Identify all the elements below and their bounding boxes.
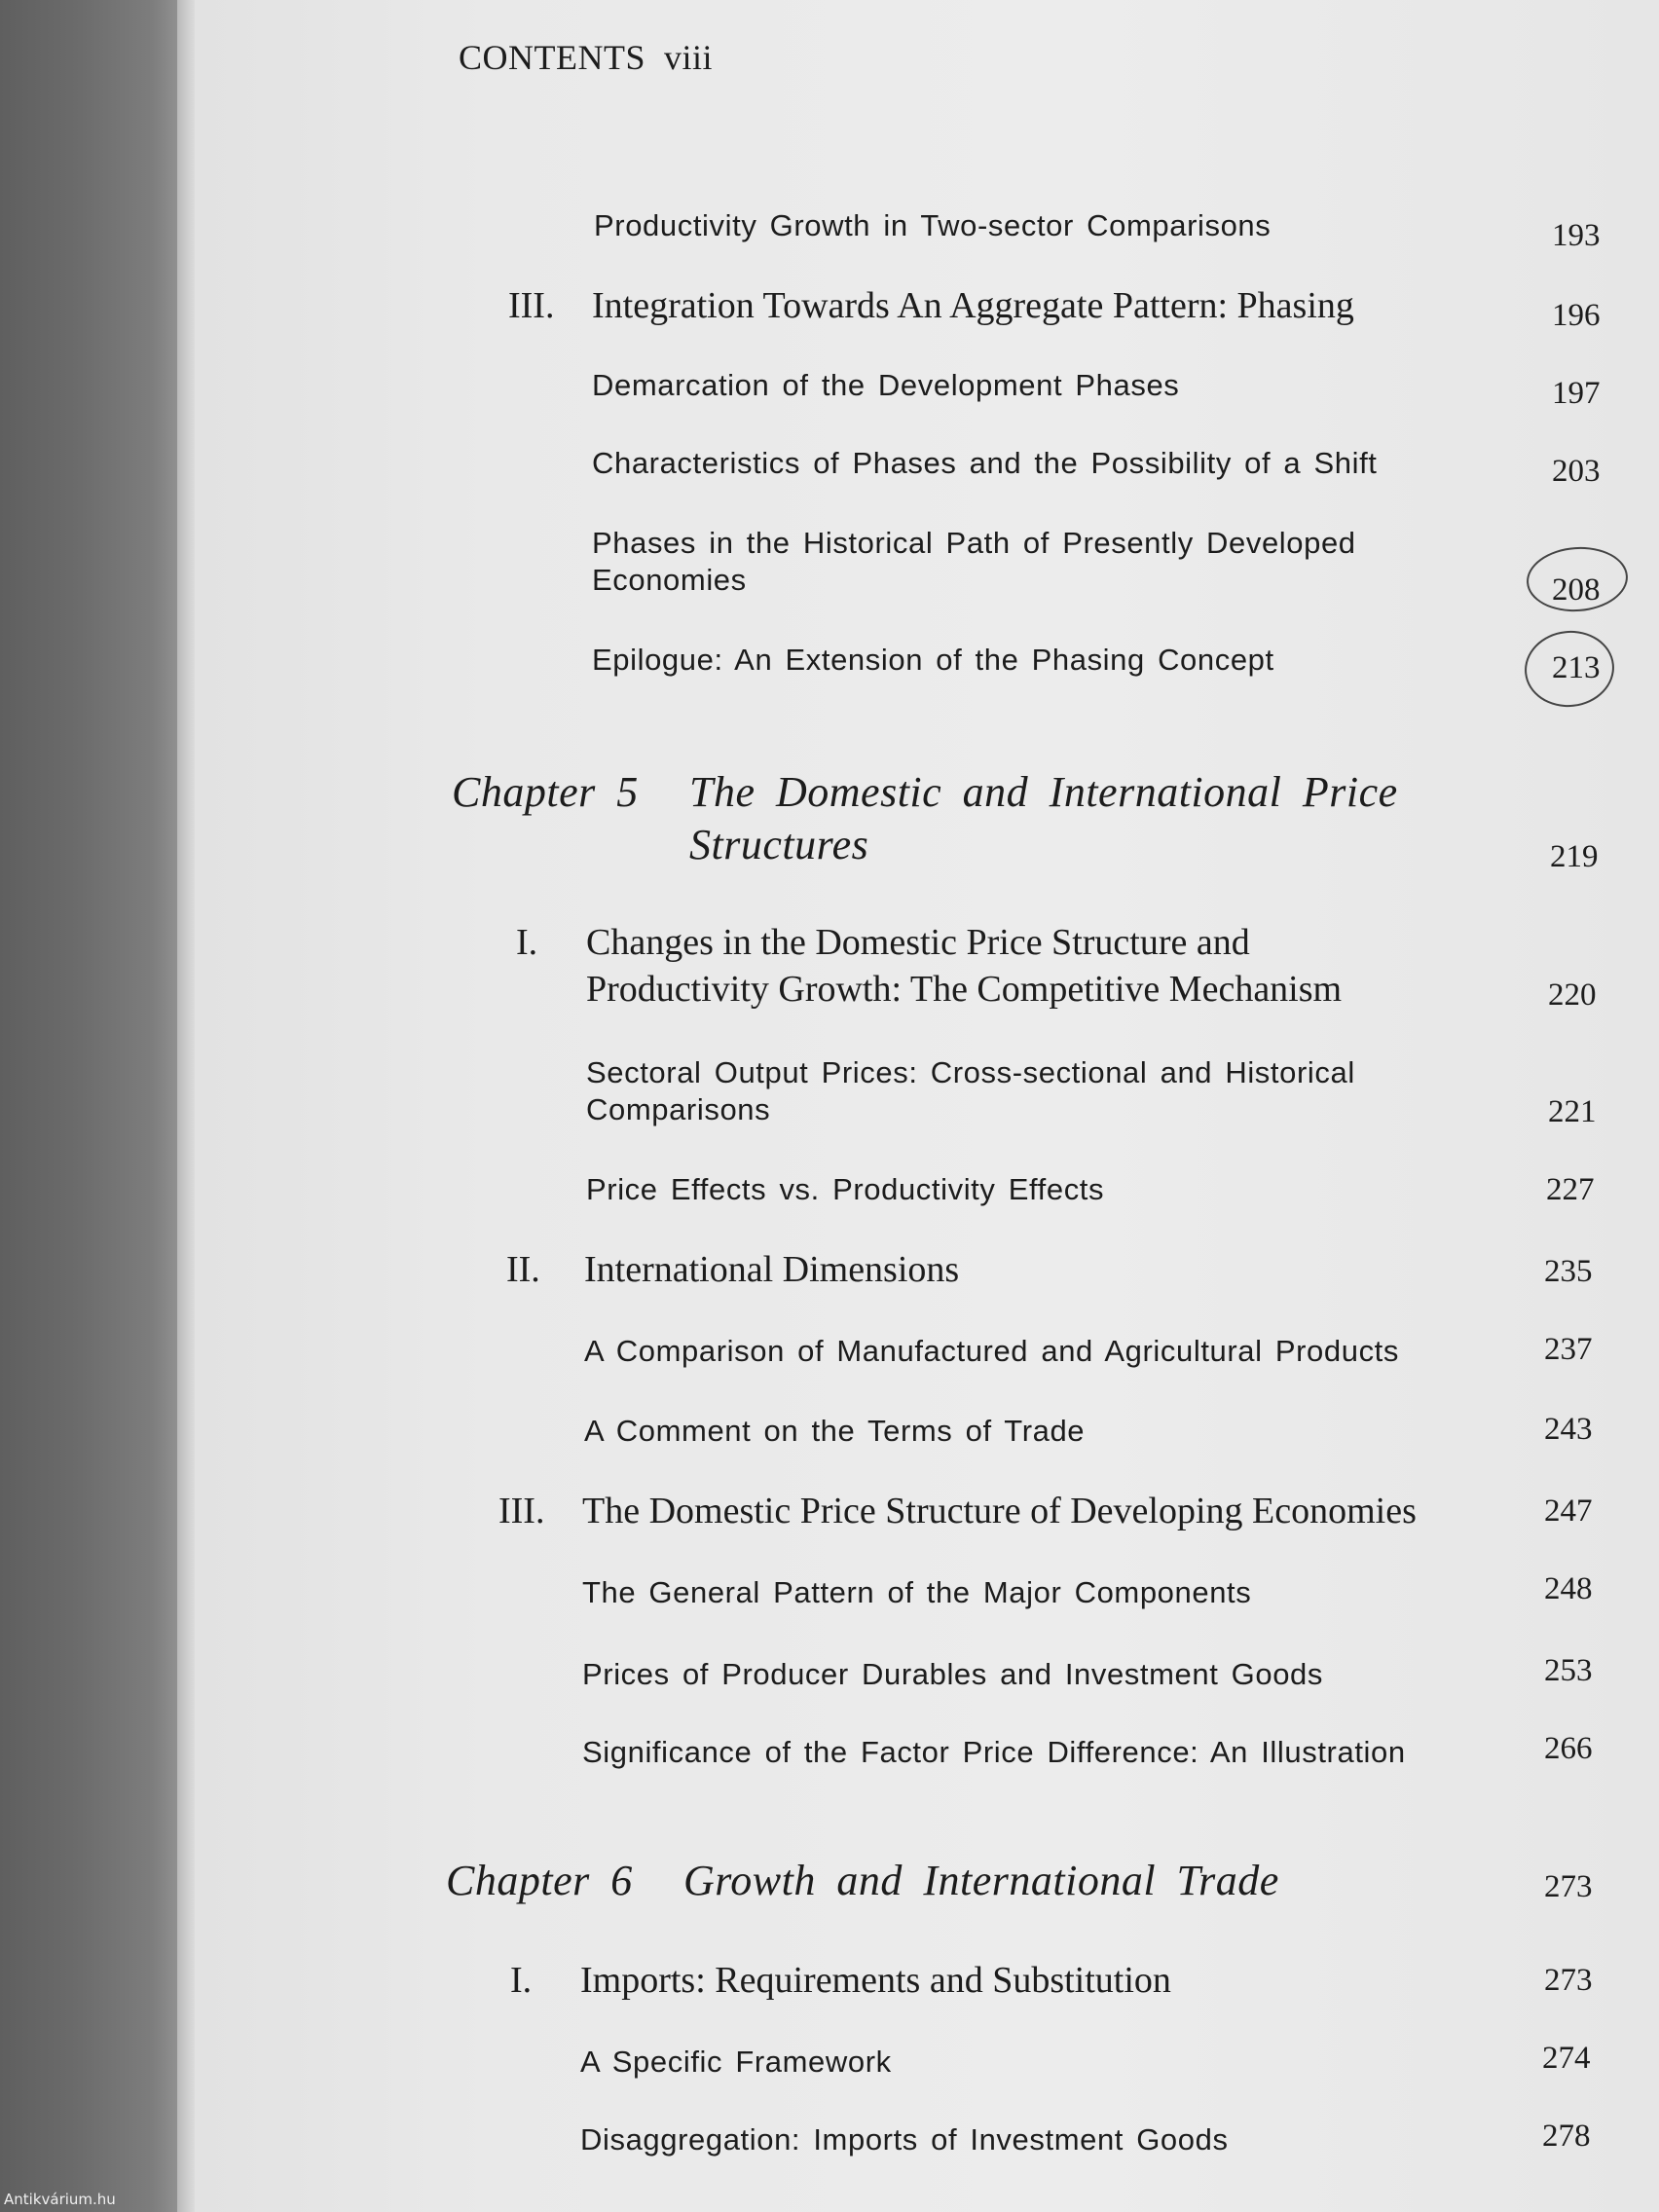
toc-subsection: Price Effects vs. Productivity Effects xyxy=(586,1172,1105,1206)
toc-subsection-continued: Comparisons xyxy=(586,1092,771,1126)
toc-page-number: 193 xyxy=(1552,218,1601,253)
toc-subsection: The General Pattern of the Major Components xyxy=(582,1575,1252,1609)
toc-page-number: 243 xyxy=(1544,1412,1593,1447)
toc-page-number: 273 xyxy=(1544,1869,1593,1904)
toc-page-number: 266 xyxy=(1544,1731,1593,1766)
toc-page-number: 196 xyxy=(1552,298,1601,333)
toc-page-number: 208 xyxy=(1552,572,1601,608)
toc-page-number: 247 xyxy=(1544,1493,1593,1529)
toc-page-number: 203 xyxy=(1552,454,1601,489)
toc-page-number: 235 xyxy=(1544,1254,1593,1289)
toc-page-number: 273 xyxy=(1544,1963,1593,1998)
book-binding xyxy=(0,0,190,2212)
toc-page-number: 220 xyxy=(1548,977,1597,1013)
header-page-number: viii xyxy=(664,38,714,77)
toc-subsection: Epilogue: An Extension of the Phasing Concept xyxy=(592,643,1274,677)
running-header xyxy=(459,37,713,78)
toc-page-number: 237 xyxy=(1544,1332,1593,1367)
toc-page-number: 221 xyxy=(1548,1094,1597,1129)
toc-subsection: A Comparison of Manufactured and Agricultural Products xyxy=(584,1334,1399,1368)
toc-chapter-number: Chapter 5 xyxy=(452,768,639,816)
toc-chapter-title-continued: Structures xyxy=(689,821,869,868)
toc-page-number: 219 xyxy=(1550,839,1599,874)
toc-section-title: Integration Towards An Aggregate Pattern: Phasing xyxy=(592,285,1354,326)
watermark-text: Antikvárium.hu xyxy=(4,2191,116,2208)
toc-section-number: II. xyxy=(506,1249,540,1290)
toc-subsection: Phases in the Historical Path of Presently Developed xyxy=(592,526,1356,560)
toc-chapter-title: The Domestic and International Price xyxy=(689,768,1398,816)
toc-subsection: Productivity Growth in Two-sector Comparisons xyxy=(594,208,1272,242)
toc-section-title: International Dimensions xyxy=(584,1249,960,1290)
toc-section-title: The Domestic Price Structure of Developing Economies xyxy=(582,1491,1417,1531)
toc-subsection: A Specific Framework xyxy=(580,2045,892,2079)
toc-subsection: Disaggregation: Imports of Investment Goods xyxy=(580,2122,1229,2157)
toc-chapter-number: Chapter 6 xyxy=(446,1857,633,1904)
toc-page-number: 253 xyxy=(1544,1653,1593,1688)
toc-page-number: 227 xyxy=(1546,1172,1595,1207)
header-label: CONTENTS xyxy=(459,38,645,77)
toc-subsection: Demarcation of the Development Phases xyxy=(592,368,1180,402)
toc-section-number: III. xyxy=(498,1491,545,1531)
toc-chapter-title: Growth and International Trade xyxy=(683,1857,1279,1904)
toc-page-number: 213 xyxy=(1552,650,1601,685)
toc-page-number: 197 xyxy=(1552,376,1601,411)
toc-page-number: 278 xyxy=(1542,2119,1591,2154)
toc-section-number: I. xyxy=(510,1960,533,2001)
toc-section-number: I. xyxy=(516,922,538,963)
toc-page-number: 274 xyxy=(1542,2041,1591,2076)
toc-section-title: Changes in the Domestic Price Structure and xyxy=(586,922,1250,963)
toc-subsection: Sectoral Output Prices: Cross-sectional and Historical xyxy=(586,1055,1355,1089)
toc-page-number: 248 xyxy=(1544,1571,1593,1606)
toc-section-number: III. xyxy=(508,285,555,326)
toc-section-title-continued: Productivity Growth: The Competitive Mechanism xyxy=(586,969,1343,1010)
toc-subsection: Significance of the Factor Price Difference: An Illustration xyxy=(582,1735,1406,1769)
toc-subsection: A Comment on the Terms of Trade xyxy=(584,1414,1086,1448)
toc-subsection: Prices of Producer Durables and Investment Goods xyxy=(582,1657,1323,1691)
toc-subsection: Characteristics of Phases and the Possibility of a Shift xyxy=(592,446,1378,480)
toc-subsection-continued: Economies xyxy=(592,563,747,597)
toc-section-title: Imports: Requirements and Substitution xyxy=(580,1960,1171,2001)
